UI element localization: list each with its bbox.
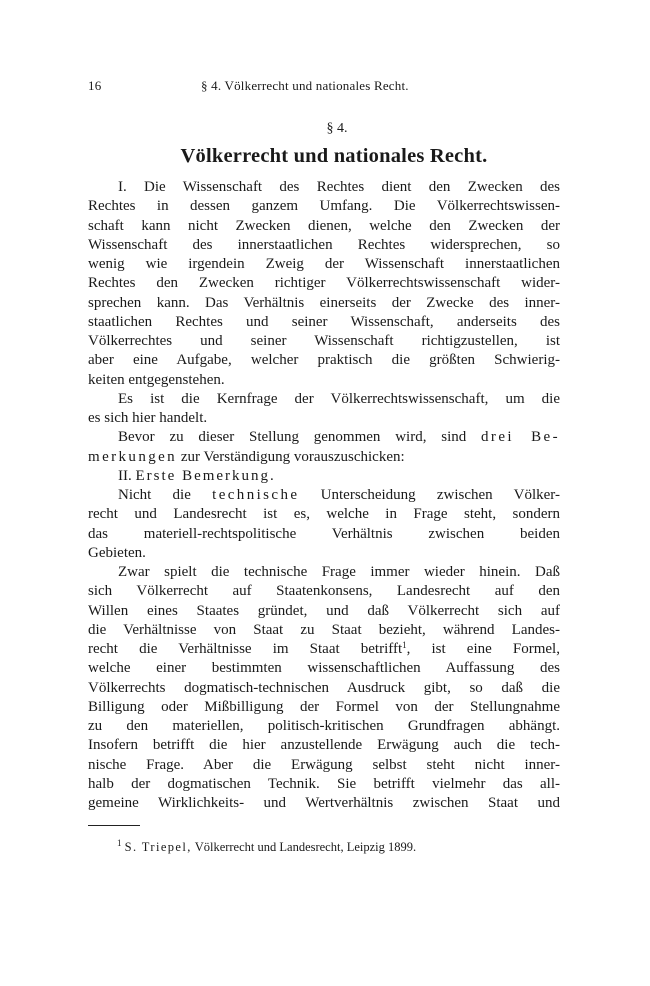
text-line: sprechen kann. Das Verhältnis einerseits der Zwecke des inner- <box>88 294 560 311</box>
text-line: Wissenschaft des innerstaatlichen Rechtes widersprechen, so <box>88 236 560 253</box>
text-line: schaft kann nicht Zwecken dienen, welche den Zwecken der <box>88 217 560 234</box>
text-line: aber eine Aufgabe, welcher praktisch die größten Schwierig- <box>88 352 560 369</box>
text-line: keiten entgegenstehen. <box>88 371 225 388</box>
text-fragment: Nicht die <box>118 487 191 503</box>
text-fragment: Bevor zu dieser Stellung genommen wird, sind <box>118 429 467 446</box>
text-line <box>88 428 560 447</box>
section-mark: § 4. <box>326 121 348 136</box>
running-head <box>88 78 558 96</box>
text-line: Willen eines Staates gründet, und daß Völkerrecht sich auf <box>88 602 560 619</box>
footnote-marker: 1 <box>117 838 122 848</box>
text-line: Völkerrechts dogmatisch-technischen Ausdruck gibt, so daß die <box>88 679 560 696</box>
subsection-heading: Erste Bemerkung. <box>135 467 276 484</box>
page-number: 16 <box>88 78 102 93</box>
text-line: zu den materiellen, politisch-kritischen Grundfragen abhängt. <box>88 718 560 734</box>
text-line: recht und Landesrecht ist es, welche in Frage steht, sondern <box>88 506 560 523</box>
text-line: Völkerrechtes und seiner Wissenschaft richtigzustellen, ist <box>88 333 560 349</box>
text-line: Es ist die Kernfrage der Völkerrechtswissenschaft, um die <box>118 390 560 407</box>
subsection-number: II. <box>118 467 132 484</box>
text-line <box>88 486 560 505</box>
emphasis-spaced: merkungen <box>88 448 178 465</box>
body-text <box>88 178 560 813</box>
text-line: wenig wie irgendein Zweig der Wissenschaft innerstaatlichen <box>88 256 560 272</box>
footnote-author: S. Triepel, <box>124 840 192 854</box>
text-line <box>88 448 560 467</box>
footnote-divider <box>88 825 140 826</box>
text-line <box>88 467 560 486</box>
text-fragment: recht die Verhältnisse im Staat betrifft <box>88 641 403 657</box>
footnote-ref: 1 <box>402 640 407 650</box>
text-line: welche einer bestimmten wissenschaftlichen Auffassung des <box>88 660 560 677</box>
text-line: Zwar spielt die technische Frage immer wieder hinein. Daß <box>118 564 560 580</box>
text-line: I. Die Wissenschaft des Rechtes dient den Zwecken des <box>118 179 560 195</box>
text-line: gemeine Wirklichkeits- und Wertverhältnis zwischen Staat und <box>88 795 560 811</box>
emphasis-spaced: technische <box>212 487 300 503</box>
text-line: Rechtes den Zwecken richtiger Völkerrechtswissenschaft wider- <box>88 275 560 292</box>
text-line: die Verhältnisse von Staat zu Staat bezieht, während Landes- <box>88 621 560 638</box>
text-line <box>88 640 560 659</box>
emphasis-spaced: drei Be- <box>481 429 560 446</box>
running-head-title: § 4. Völkerrecht und nationales Recht. <box>201 78 409 93</box>
text-line: Gebieten. <box>88 544 146 561</box>
text-line: staatlichen Rechtes und seiner Wissenschaft, anderseits des <box>88 313 560 330</box>
text-line: das materiell-rechtspolitische Verhältnis zwischen beiden <box>88 525 560 542</box>
text-line: halb der dogmatischen Technik. Sie betrifft vielmehr das all- <box>88 775 560 792</box>
text-fragment: Unterscheidung zwischen Völker- <box>320 487 560 503</box>
footnote <box>117 840 416 855</box>
text-fragment: zur Verständigung vorauszuschicken: <box>180 448 405 465</box>
text-line: Rechtes in dessen ganzem Umfang. Die Völkerrechtswissen- <box>88 198 560 215</box>
footnote-text: Völkerrecht und Landesrecht, Leipzig 1899. <box>194 840 417 854</box>
text-line: Billigung oder Mißbilligung der Formel von der Stellungnahme <box>88 698 560 715</box>
text-fragment: , ist eine Formel, <box>406 641 560 657</box>
section-title: Völkerrecht und nationales Recht. <box>180 145 488 167</box>
text-line: es sich hier handelt. <box>88 410 208 426</box>
text-line: Insofern betrifft die hier anzustellende Erwägung auch die tech- <box>88 737 560 754</box>
text-line: nische Frage. Aber die Erwägung selbst steht nicht inner- <box>88 756 560 773</box>
text-line: sich Völkerrecht auf Staatenkonsens, Landesrecht auf den <box>88 583 560 600</box>
